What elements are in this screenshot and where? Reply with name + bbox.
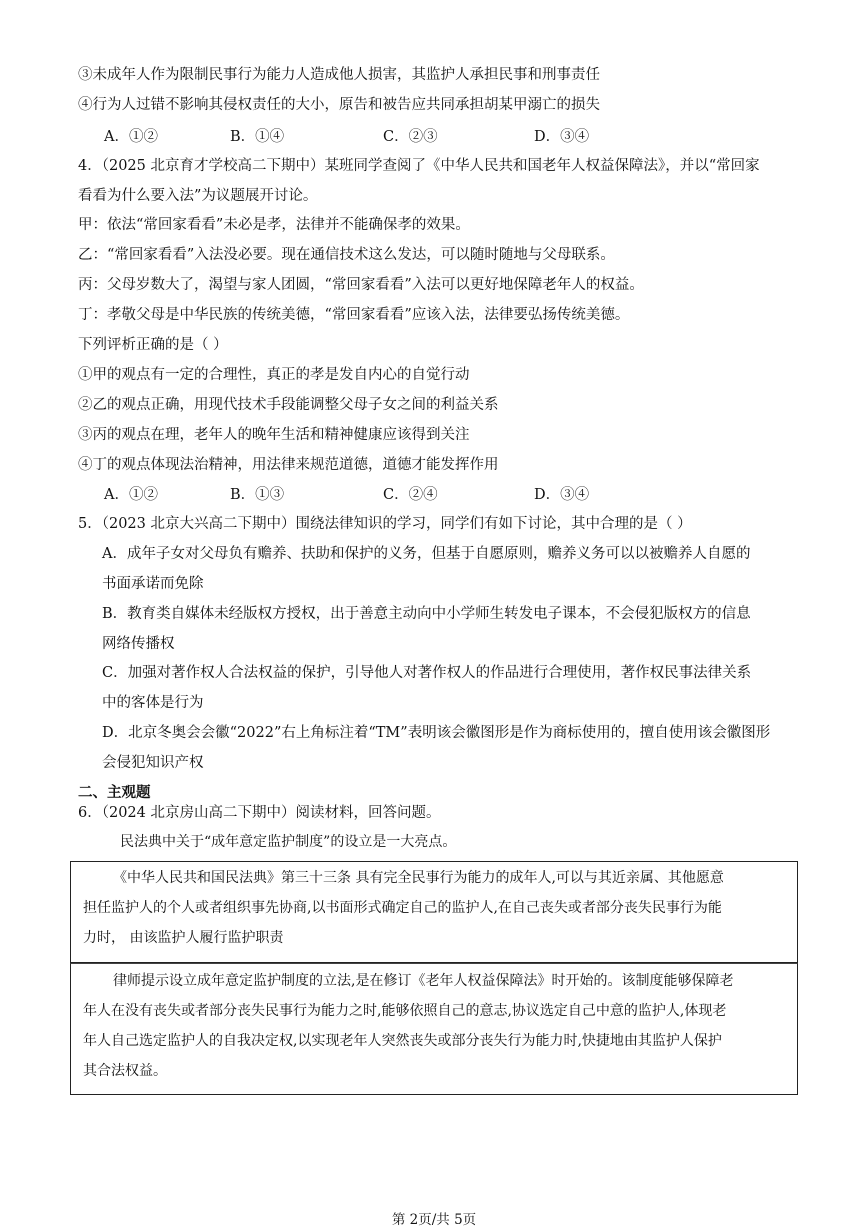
q6-stem: 6．（2024 北京房山高二下期中）阅读材料，回答问题。	[78, 805, 441, 821]
q4-statement-3: ③丙的观点在理，老年人的晚年生活和精神健康应该得到关注	[78, 427, 470, 443]
q4-view-ding: 丁：孝敬父母是中华民族的传统美德，“常回家看看”应该入法，法律要弘扬传统美德。	[78, 307, 630, 323]
q4-view-jia: 甲：依法“常回家看看”未必是孝，法律并不能确保孝的效果。	[78, 217, 470, 233]
material-box-lawyer-tip	[70, 963, 798, 1095]
q4-view-bing: 丙：父母岁数大了，渴望与家人团圆，“常回家看看”入法可以更好地保障老年人的权益。	[78, 277, 644, 293]
material-2-line-3: 年人自己选定监护人的自我决定权,以实现老年人突然丧失或部分丧失行为能力时,快捷地由其监护人保护	[83, 1033, 722, 1049]
q5-stem: 5．（2023 北京大兴高二下期中）围绕法律知识的学习，同学们有如下讨论，其中合理的是（ ）	[78, 516, 692, 532]
q4-view-yi: 乙：“常回家看看”入法没必要。现在通信技术这么发达，可以随时随地与父母联系。	[78, 247, 615, 263]
q5-option-b-line2: 网络传播权	[102, 636, 175, 652]
q3-choice-d: D．③④	[534, 129, 590, 145]
material-1-line-3: 力时， 由该监护人履行监护职责	[83, 930, 284, 946]
q3-choice-a: A．①②	[104, 129, 158, 145]
material-2-line-2: 年人在没有丧失或者部分丧失民事行为能力之时,能够依照自己的意志,协议选定自己中意的监护人,体现老	[83, 1003, 727, 1019]
page-number: 第 2页/共 5页	[391, 1212, 477, 1228]
q3-statement-4: ④行为人过错不影响其侵权责任的大小，原告和被告应共同承担胡某甲溺亡的损失	[78, 97, 600, 113]
material-1-line-2: 担任监护人的个人或者组织事先协商,以书面形式确定自己的监护人,在自己丧失或者部分丧失民事行为能	[83, 900, 722, 916]
q4-choice-b: B．①③	[230, 487, 285, 503]
q5-option-c-line2: 中的客体是行为	[102, 695, 204, 711]
q4-choice-c: C．②④	[383, 487, 438, 503]
q4-statement-2: ②乙的观点正确，用现代技术手段能调整父母子女之间的利益关系	[78, 397, 499, 413]
q3-choice-c: C．②③	[383, 129, 438, 145]
material-2-line-4: 其合法权益。	[83, 1063, 167, 1079]
q4-choice-a: A．①②	[104, 487, 158, 503]
material-2-line-1: 律师提示设立成年意定监护制度的立法,是在修订《老年人权益保障法》时开始的。该制度能够保障老	[113, 973, 734, 989]
q3-choice-b: B．①④	[230, 129, 285, 145]
q4-choice-d: D．③④	[534, 487, 590, 503]
q4-stem-line2: 看看为什么要入法”为议题展开讨论。	[78, 188, 318, 204]
q4-stem-line1: 4．（2025 北京育才学校高二下期中）某班同学查阅了《中华人民共和国老年人权益保障法》，并以“常回家	[78, 158, 760, 174]
section-heading: 二、主观题	[78, 784, 151, 801]
q4-ask: 下列评析正确的是（ ）	[78, 337, 228, 353]
q6-intro: 民法典中关于“成年意定监护制度”的设立是一大亮点。	[120, 834, 457, 850]
q5-option-a-line1: A．成年子女对父母负有赡养、扶助和保护的义务，但基于自愿原则，赡养义务可以以被赡养人自愿的	[102, 546, 751, 562]
q4-statement-1: ①甲的观点有一定的合理性，真正的孝是发自内心的自觉行动	[78, 367, 470, 383]
q5-option-d-line1: D．北京冬奥会会徽“2022”右上角标注着“TM”表明该会徽图形是作为商标使用的，擅自使用该会徽图形	[102, 725, 771, 741]
q5-option-a-line2: 书面承诺而免除	[102, 576, 204, 592]
q5-option-d-line2: 会侵犯知识产权	[102, 755, 204, 771]
q4-statement-4: ④丁的观点体现法治精神，用法律来规范道德，道德才能发挥作用	[78, 457, 499, 473]
material-1-line-1: 《中华人民共和国民法典》第三十三条 具有完全民事行为能力的成年人,可以与其近亲属、其他愿意	[113, 870, 724, 886]
q3-statement-3: ③未成年人作为限制民事行为能力人造成他人损害，其监护人承担民事和刑事责任	[78, 67, 600, 83]
q5-option-b-line1: B．教育类自媒体未经版权方授权，出于善意主动向中小学师生转发电子课本，不会侵犯版权方的信息	[102, 606, 751, 622]
q5-option-c-line1: C．加强对著作权人合法权益的保护，引导他人对著作权人的作品进行合理使用，著作权民事法律关系	[102, 665, 752, 681]
material-box-civil-code	[70, 861, 798, 963]
